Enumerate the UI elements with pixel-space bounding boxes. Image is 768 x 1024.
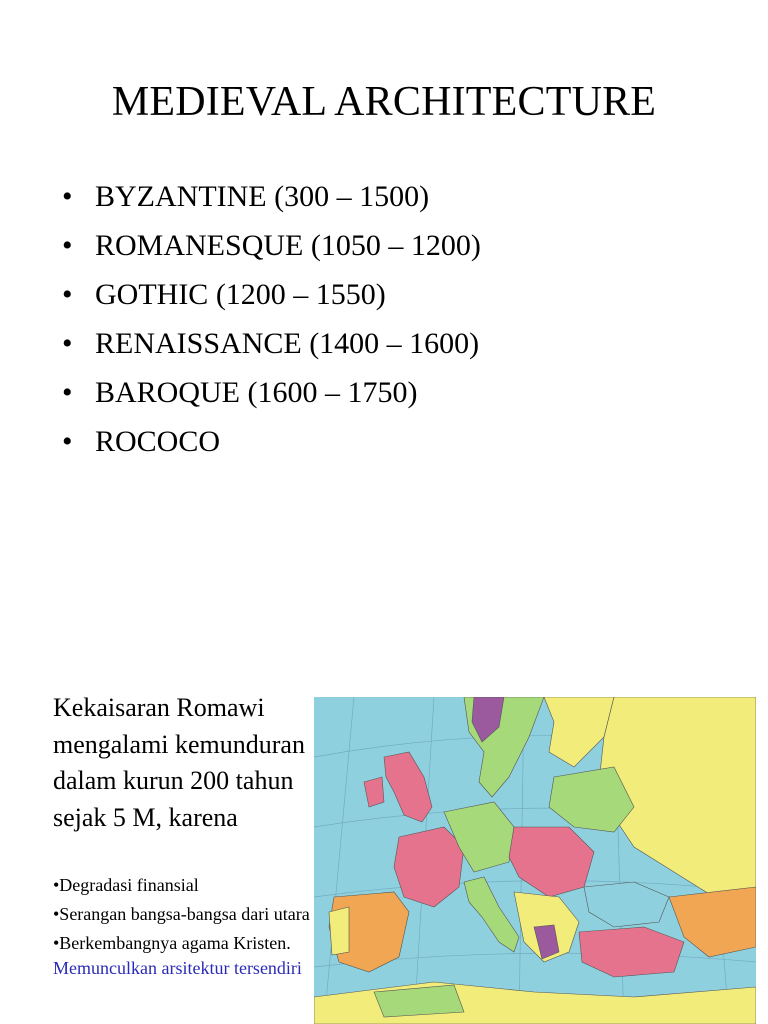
period-item [62, 221, 481, 270]
reason-item [53, 931, 315, 981]
bullet-dot: • [62, 376, 73, 409]
map-region-portugal [329, 907, 349, 955]
period-item [62, 270, 481, 319]
intro-paragraph: Kekaisaran Romawi mengalami kemunduran dalam kurun 200 tahun sejak 5 M, karena [53, 693, 305, 832]
bullet-dot: • [62, 180, 73, 213]
period-label: BYZANTINE (300 – 1500) [95, 180, 430, 213]
bullet-dot: • [62, 327, 73, 360]
reason-text: •Berkembangnya agama Kristen. [53, 933, 291, 953]
bullet-dot: • [62, 278, 73, 311]
bullet-dot: • [62, 425, 73, 458]
bullet-dot: • [62, 229, 73, 262]
period-item [62, 368, 481, 417]
period-label: BAROQUE (1600 – 1750) [95, 376, 418, 409]
period-item [62, 172, 481, 221]
reason-link-text: Memunculkan arsitektur tersendiri [53, 958, 302, 978]
reason-item: •Degradasi finansial [53, 875, 199, 895]
period-label: ROMANESQUE (1050 – 1200) [95, 229, 481, 262]
decline-reasons-list [53, 873, 315, 985]
europe-map-image [314, 697, 756, 1024]
period-item [62, 319, 481, 368]
period-label: RENAISSANCE (1400 – 1600) [95, 327, 480, 360]
reason-item: •Serangan bangsa-bangsa dari utara [53, 904, 310, 924]
period-item [62, 417, 481, 466]
architecture-periods-list [62, 172, 481, 466]
slide-title: MEDIEVAL ARCHITECTURE [111, 79, 657, 125]
period-label: ROCOCO [95, 425, 221, 458]
period-label: GOTHIC (1200 – 1550) [95, 278, 386, 311]
